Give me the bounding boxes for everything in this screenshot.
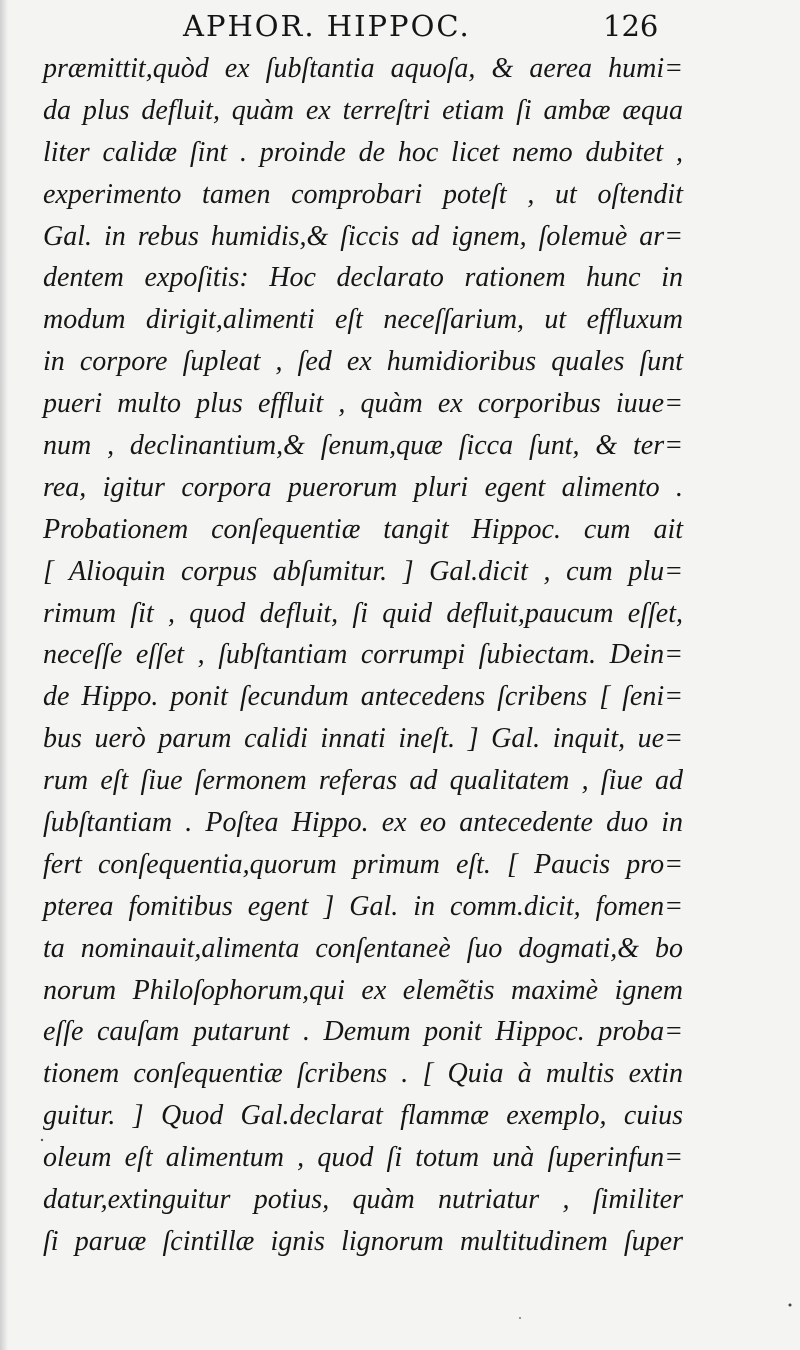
text-line: guitur. ] Quod Gal.declarat flammæ exemplo, cuius (43, 1100, 683, 1132)
page-gutter-shadow (0, 0, 8, 1350)
text-line: liter calidæ ſint . proinde de hoc licet nemo dubitet , (43, 136, 683, 168)
text-line: Gal. in rebus humidis,& ſiccis ad ignem, ſolemuè ar= (43, 220, 683, 252)
text-line: tionem conſequentiæ ſcribens . [ Quia à multis extin (43, 1058, 683, 1090)
text-line: oleum eſt alimentum , quod ſi totum unà ſuperinfun= (43, 1142, 683, 1174)
text-line: ſubſtantiam . Poſtea Hippo. ex eo antecedente duo in (43, 807, 683, 839)
running-head: APHOR. HIPPOC. (183, 9, 471, 43)
text-line: eſſe cauſam putarunt . Demum ponit Hippoc. proba= (43, 1016, 683, 1048)
text-line: datur,extinguitur potius, quàm nutriatur , ſimiliter (43, 1184, 683, 1216)
text-line: norum Philoſophorum,qui ex elemẽtis maximè ignem (43, 974, 683, 1006)
text-line: bus uerò parum calidi innati ineſt. ] Gal. inquit, ue= (43, 723, 683, 755)
text-line: fert conſequentia,quorum primum eſt. [ Paucis pro= (43, 848, 683, 880)
body-text (43, 48, 683, 1263)
text-line: experimento tamen comprobari poteſt , ut oſtendit (43, 178, 683, 210)
text-line: neceſſe eſſet , ſubſtantiam corrumpi ſubiectam. Dein= (43, 639, 683, 671)
text-line: Probationem conſequentiæ tangit Hippoc. cum ait (43, 513, 683, 545)
text-line: dentem expoſitis: Hoc declarato rationem hunc in (43, 262, 683, 294)
text-line: rum eſt ſiue ſermonem referas ad qualitatem , ſiue ad (43, 765, 683, 797)
page-header (0, 0, 800, 50)
text-line: modum dirigit,alimenti eſt neceſſarium, ut effluxum (43, 304, 683, 336)
text-line: num , declinantium,& ſenum,quæ ſicca ſunt, & ter= (43, 430, 683, 462)
text-line: [ Alioquin corpus abſumitur. ] Gal.dicit , cum plu= (43, 555, 683, 587)
speck-mark (789, 1304, 792, 1307)
text-line: in corpore ſupleat , ſed ex humidioribus quales ſunt (43, 346, 683, 378)
text-line: da plus defluit, quàm ex terreſtri etiam ſi ambæ æqua (43, 94, 683, 126)
text-line: rea, igitur corpora puerorum pluri egent alimento . (43, 471, 683, 503)
text-line: pueri multo plus effluit , quàm ex corporibus iuue= (43, 388, 683, 420)
text-line: ta nominauit,alimenta conſentaneè ſuo dogmati,& bo (43, 932, 683, 964)
text-line: præmittit,quòd ex ſubſtantia aquoſa, & aerea humi= (43, 53, 683, 84)
text-line: rimum ſit , quod defluit, ſi quid defluit,paucum eſſet, (43, 597, 683, 629)
page-number: 126 (603, 9, 659, 43)
speck-mark (519, 1317, 521, 1319)
text-line: de Hippo. ponit ſecundum antecedens ſcribens [ ſeni= (43, 681, 683, 713)
text-line: ſi paruæ ſcintillæ ignis lignorum multitudinem ſuper (43, 1225, 683, 1257)
text-line: pterea fomitibus egent ] Gal. in comm.dicit, fomen= (43, 890, 683, 922)
